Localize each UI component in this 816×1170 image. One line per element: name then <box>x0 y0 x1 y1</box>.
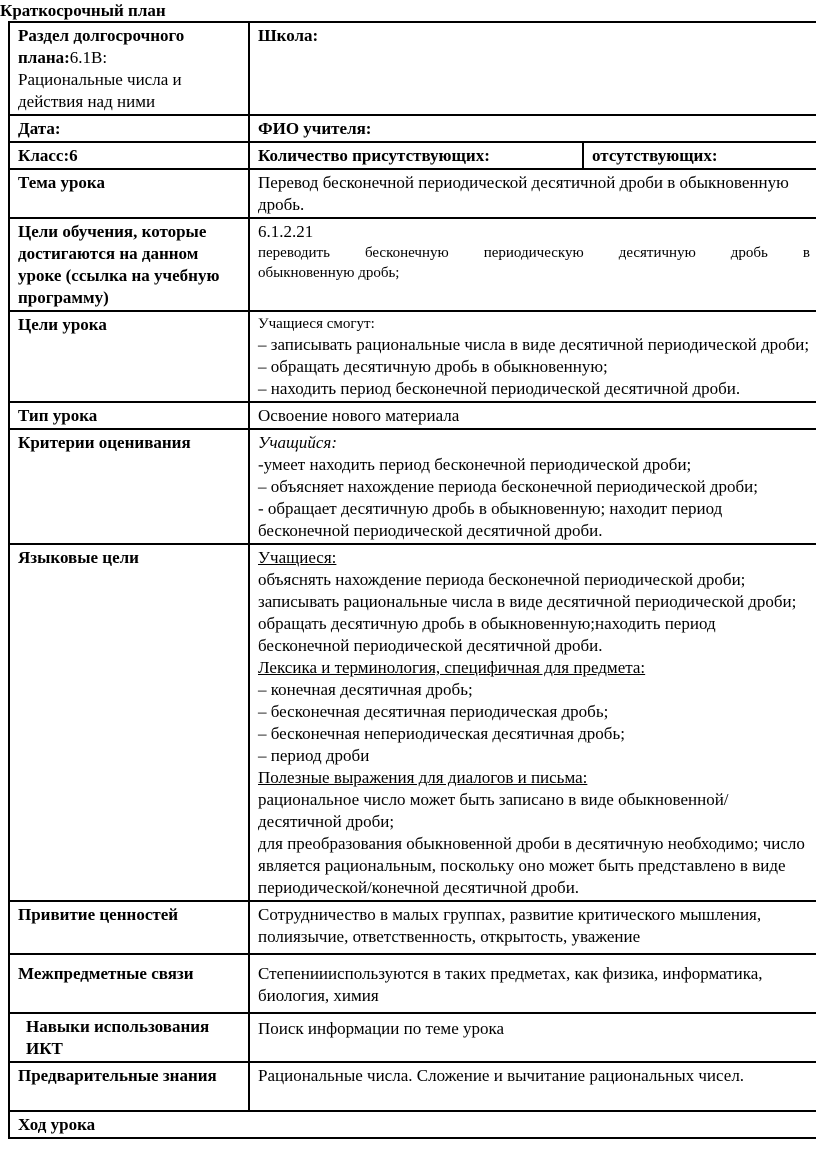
row-lesson-type <box>9 402 816 429</box>
date-label: Дата: <box>9 115 249 142</box>
learning-objectives-code: 6.1.2.21 <box>258 222 314 241</box>
lesson-goal-item: – записывать рациональные числа в виде десятичной периодической дроби; <box>258 335 810 354</box>
row-criteria <box>9 429 816 544</box>
lesson-goals-label: Цели урока <box>9 311 249 402</box>
row-lesson-flow <box>9 1111 816 1138</box>
criteria-intro: Учащийся: <box>258 433 337 452</box>
vocab-item: – бесконечная непериодическая десятичная дробь; <box>258 724 625 743</box>
ict-value: Поиск информации по теме урока <box>249 1013 816 1062</box>
phrase-item: для преобразования обыкновенной дроби в десятичную необходимо; число является рациональным, поскольку оно может быть представлено в виде периодической/конечной десятичной дроби. <box>258 834 805 897</box>
language-goals-intro: Учащиеся: <box>258 548 337 567</box>
criteria-item: - обращает десятичную дробь в обыкновенную; находит период бесконечной периодической десятичной дроби. <box>258 499 723 540</box>
section-cell <box>9 22 249 115</box>
cross-curricular-value: Степениииспользуются в таких предметах, как физика, информатика, биология, химия <box>249 954 816 1013</box>
learning-objectives-text-2: обыкновенную дробь; <box>258 265 400 281</box>
phrases-heading: Полезные выражения для диалогов и письма: <box>258 768 588 787</box>
row-learning-objectives <box>9 218 816 311</box>
lesson-plan-table <box>8 21 816 1139</box>
row-lesson-goals <box>9 311 816 402</box>
lesson-goals-cell <box>249 311 816 402</box>
row-values <box>9 901 816 954</box>
lesson-type-label: Тип урока <box>9 402 249 429</box>
language-goals-text: объяснять нахождение периода бесконечной периодической дроби; записывать рациональные числа в виде десятичной периодической дроби; обращать десятичную дробь в обыкновенную;находить период бесконечной периодической десятичной дроби. <box>258 570 797 655</box>
row-topic <box>9 169 816 218</box>
row-cross-curricular <box>9 954 816 1013</box>
section-code: 6.1В: <box>69 48 108 67</box>
row-section <box>9 22 816 115</box>
cross-curricular-label: Межпредметные связи <box>9 954 249 1013</box>
vocab-item: – конечная десятичная дробь; <box>258 680 473 699</box>
vocab-item: – бесконечная десятичная периодическая дробь; <box>258 702 609 721</box>
values-label: Привитие ценностей <box>9 901 249 954</box>
teacher-label: ФИО учителя: <box>249 115 816 142</box>
learning-objectives-label: Цели обучения, которые достигаются на данном уроке (ссылка на учебную программу) <box>9 218 249 311</box>
ict-label: Навыки использования ИКТ <box>9 1013 249 1062</box>
values-value: Сотрудничество в малых группах, развитие критического мышления, полиязычие, ответственность, открытость, уважение <box>249 901 816 954</box>
lesson-goal-item: – обращать десятичную дробь в обыкновенную; <box>258 357 608 376</box>
row-language-goals <box>9 544 816 901</box>
section-name: Рациональные числа и действия над ними <box>18 70 182 111</box>
topic-label: Тема урока <box>9 169 249 218</box>
topic-value: Перевод бесконечной периодической десятичной дроби в обыкновенную дробь. <box>249 169 816 218</box>
present-label: Количество присутствующих: <box>249 142 583 169</box>
vocab-heading: Лексика и терминология, специфичная для предмета: <box>258 658 646 677</box>
section-label: Раздел долгосрочного плана: <box>18 26 185 67</box>
class-label: Класс:6 <box>9 142 249 169</box>
document-title: Краткосрочный план <box>0 1 166 20</box>
school-cell <box>249 22 816 115</box>
lesson-type-value: Освоение нового материала <box>249 402 816 429</box>
language-goals-cell <box>249 544 816 901</box>
row-prior-knowledge <box>9 1062 816 1111</box>
row-class <box>9 142 816 169</box>
prior-knowledge-label: Предварительные знания <box>9 1062 249 1111</box>
criteria-item: – объясняет нахождение периода бесконечной периодической дроби; <box>258 477 758 496</box>
absent-label: отсутствующих: <box>583 142 816 169</box>
lesson-goal-item: – находить период бесконечной периодической десятичной дроби. <box>258 379 741 398</box>
criteria-cell <box>249 429 816 544</box>
learning-objectives-cell <box>249 218 816 311</box>
lesson-flow-label: Ход урока <box>9 1111 816 1138</box>
row-ict <box>9 1013 816 1062</box>
row-date <box>9 115 816 142</box>
prior-knowledge-value: Рациональные числа. Сложение и вычитание рациональных чисел. <box>249 1062 816 1111</box>
criteria-label: Критерии оценивания <box>9 429 249 544</box>
language-goals-label: Языковые цели <box>9 544 249 901</box>
learning-objectives-text-1: переводить бесконечную периодическую десятичную дробь в <box>258 245 810 261</box>
vocab-item: – период дроби <box>258 746 370 765</box>
phrase-item: рациональное число может быть записано в виде обыкновенной/десятичной дроби; <box>258 790 729 831</box>
lesson-goals-intro: Учащиеся смогут: <box>258 316 375 332</box>
criteria-item: -умеет находить период бесконечной периодической дроби; <box>258 455 692 474</box>
school-label: Школа: <box>258 26 319 45</box>
